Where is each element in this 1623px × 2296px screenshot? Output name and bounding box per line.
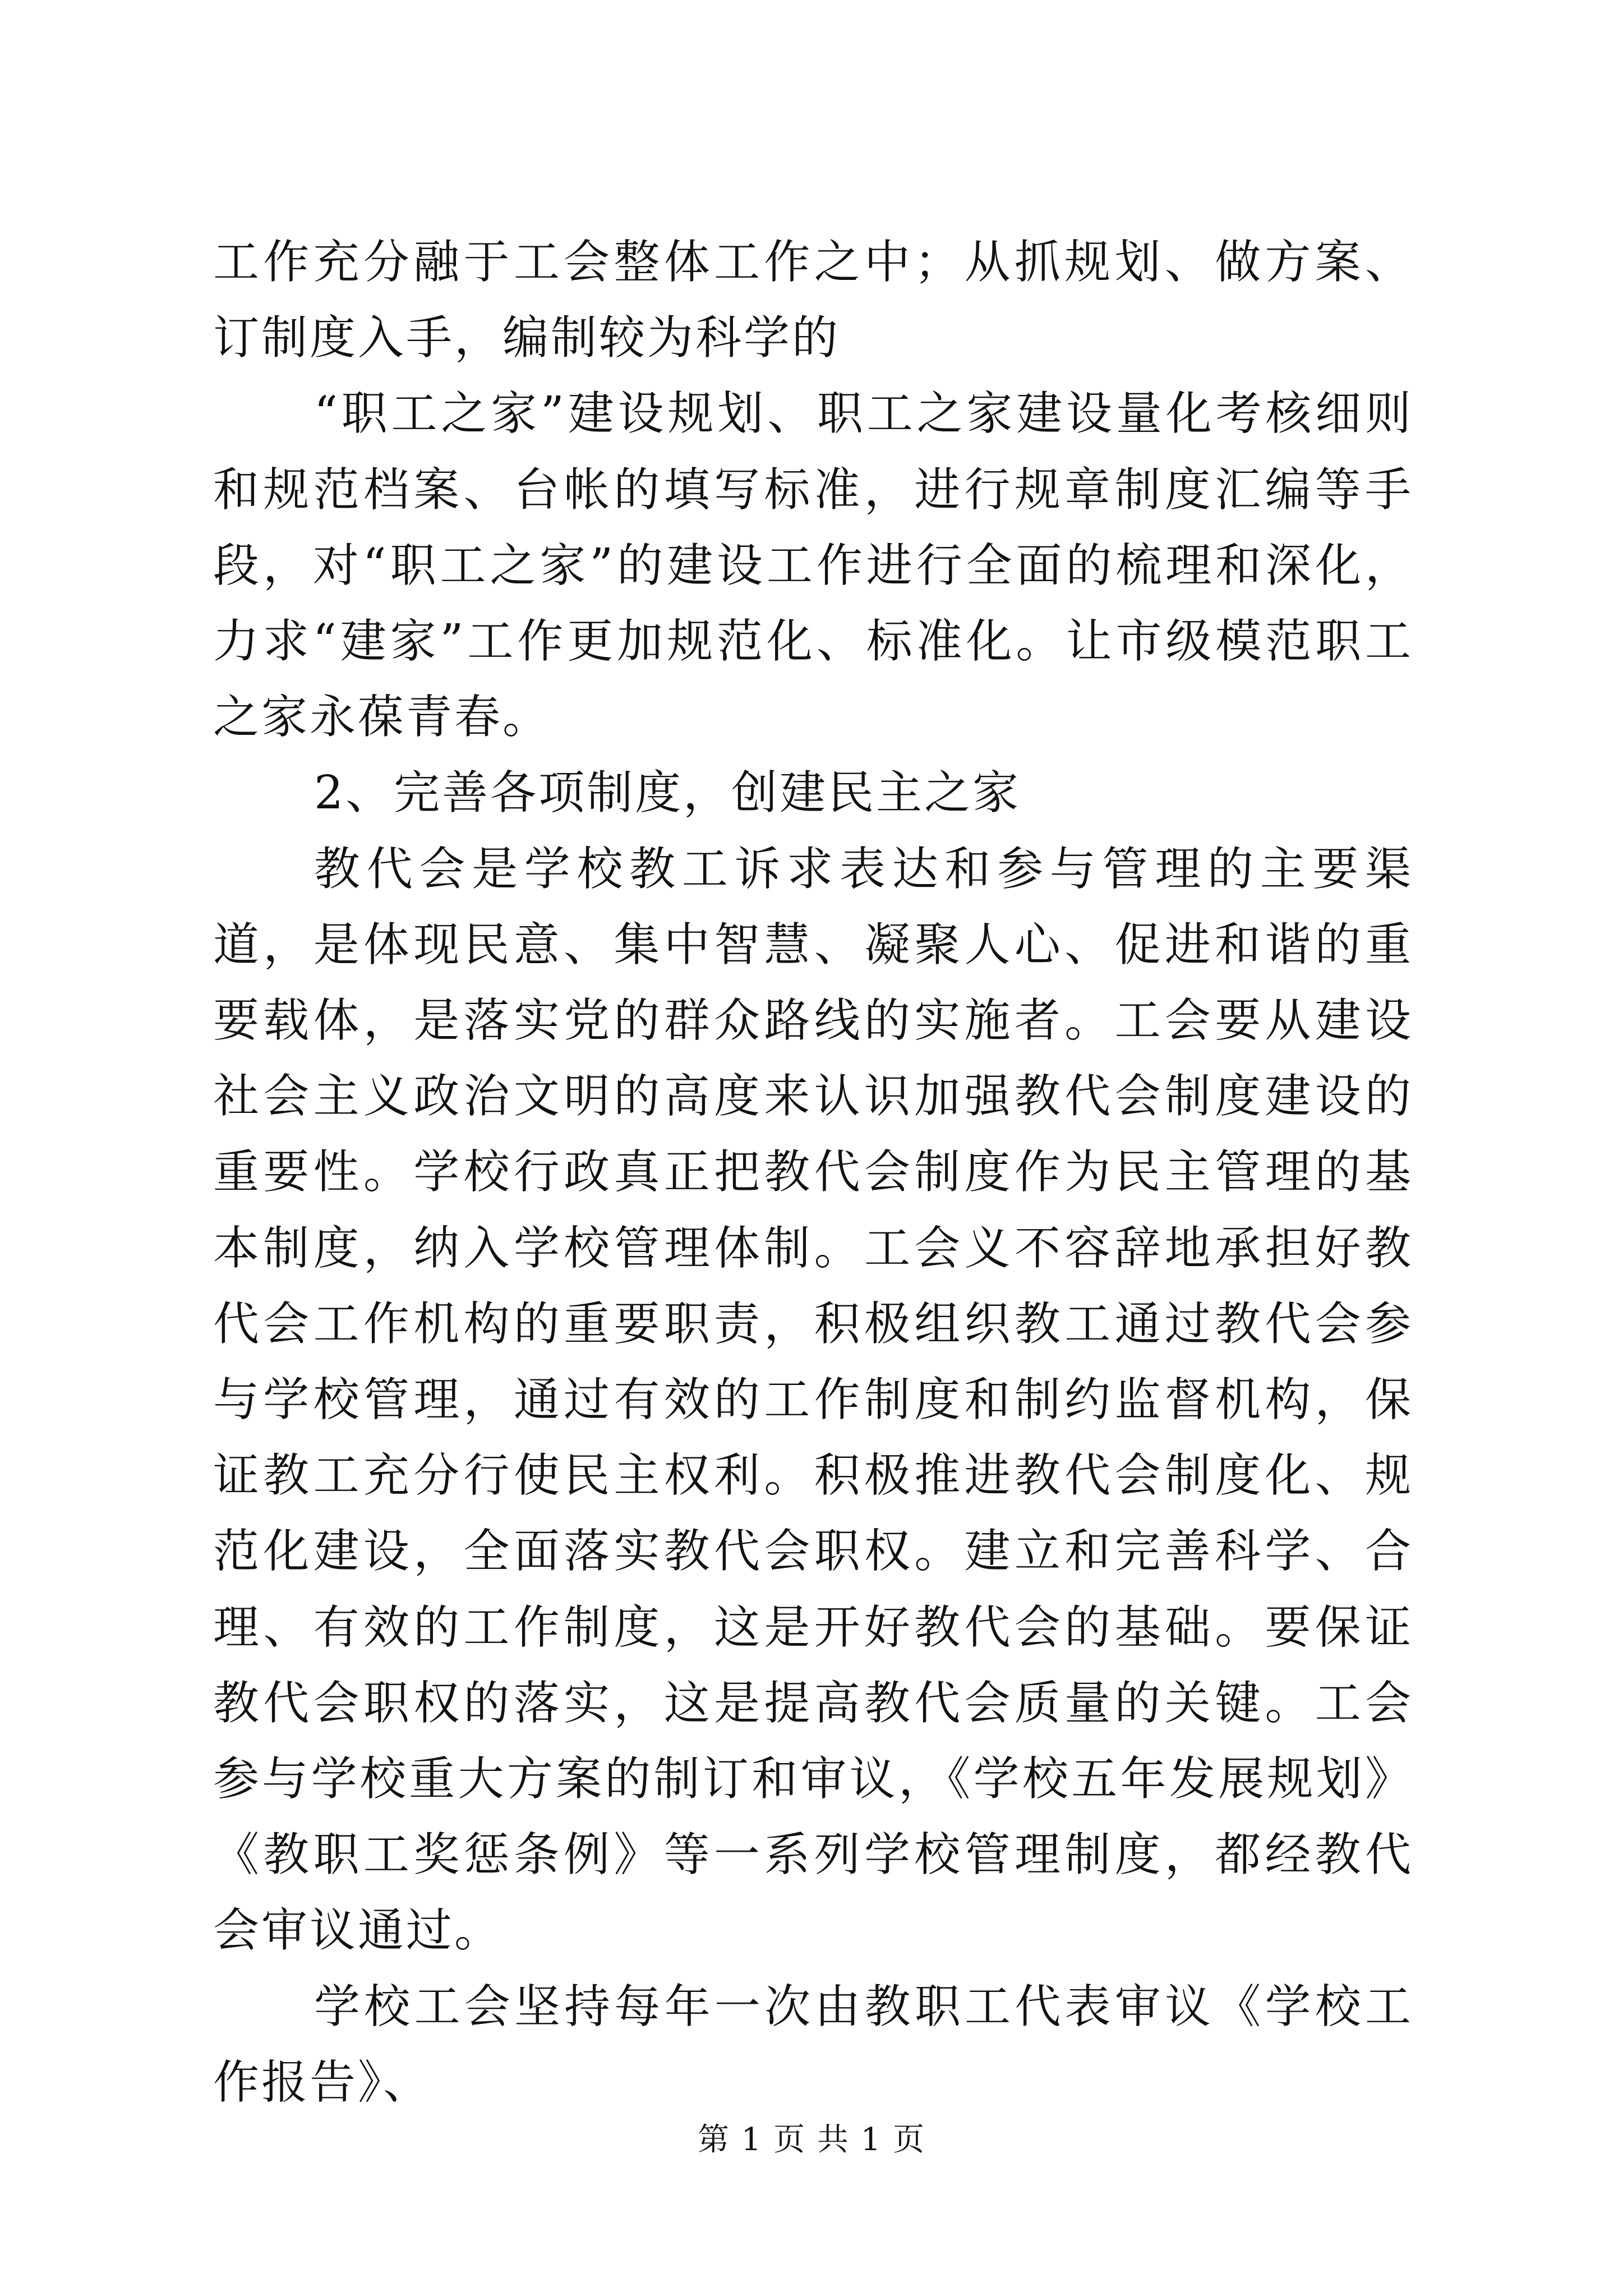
paragraph-annual-review: 学校工会坚持每年一次由教职工代表审议《学校工作报告》、: [213, 1980, 1413, 2109]
page-footer: 第 1 页 共 1 页: [697, 2122, 926, 2158]
document-body: [213, 224, 1413, 2120]
paragraph-planning: “职工之家”建设规划、职工之家建设量化考核细则和规范档案、台帐的填写标准，进行规章制度汇编等手段，对“职工之家”的建设工作进行全面的梳理和深化，力求“建家”工作更加规范化、标准化。让市级模范职工之家永葆青春。: [213, 387, 1413, 744]
paragraph-continuation: 工作充分融于工会整体工作之中；从抓规划、做方案、订制度入手，编制较为科学的: [213, 236, 1413, 365]
section-heading: 2、完善各项制度，创建民主之家: [314, 766, 1021, 820]
paragraph-congress: 教代会是学校教工诉求表达和参与管理的主要渠道，是体现民意、集中智慧、凝聚人心、促进和谐的重要载体，是落实党的群众路线的实施者。工会要从建设社会主义政治文明的高度来认识加强教代会制度建设的重要性。学校行政真正把教代会制度作为民主管理的基本制度，纳入学校管理体制。工会义不容辞地承担好教代会工作机构的重要职责，积极组织教工通过教代会参与学校管理，通过有效的工作制度和制约监督机构，保证教工充分行使民主权利。积极推进教代会制度化、规范化建设，全面落实教代会职权。建立和完善科学、合理、有效的工作制度，这是开好教代会的基础。要保证教代会职权的落实，这是提高教代会质量的关键。工会参与学校重大方案的制订和审议，《学校五年发展规划》《教职工奖惩条例》等一系列学校管理制度，都经教代会审议通过。: [213, 842, 1413, 1958]
